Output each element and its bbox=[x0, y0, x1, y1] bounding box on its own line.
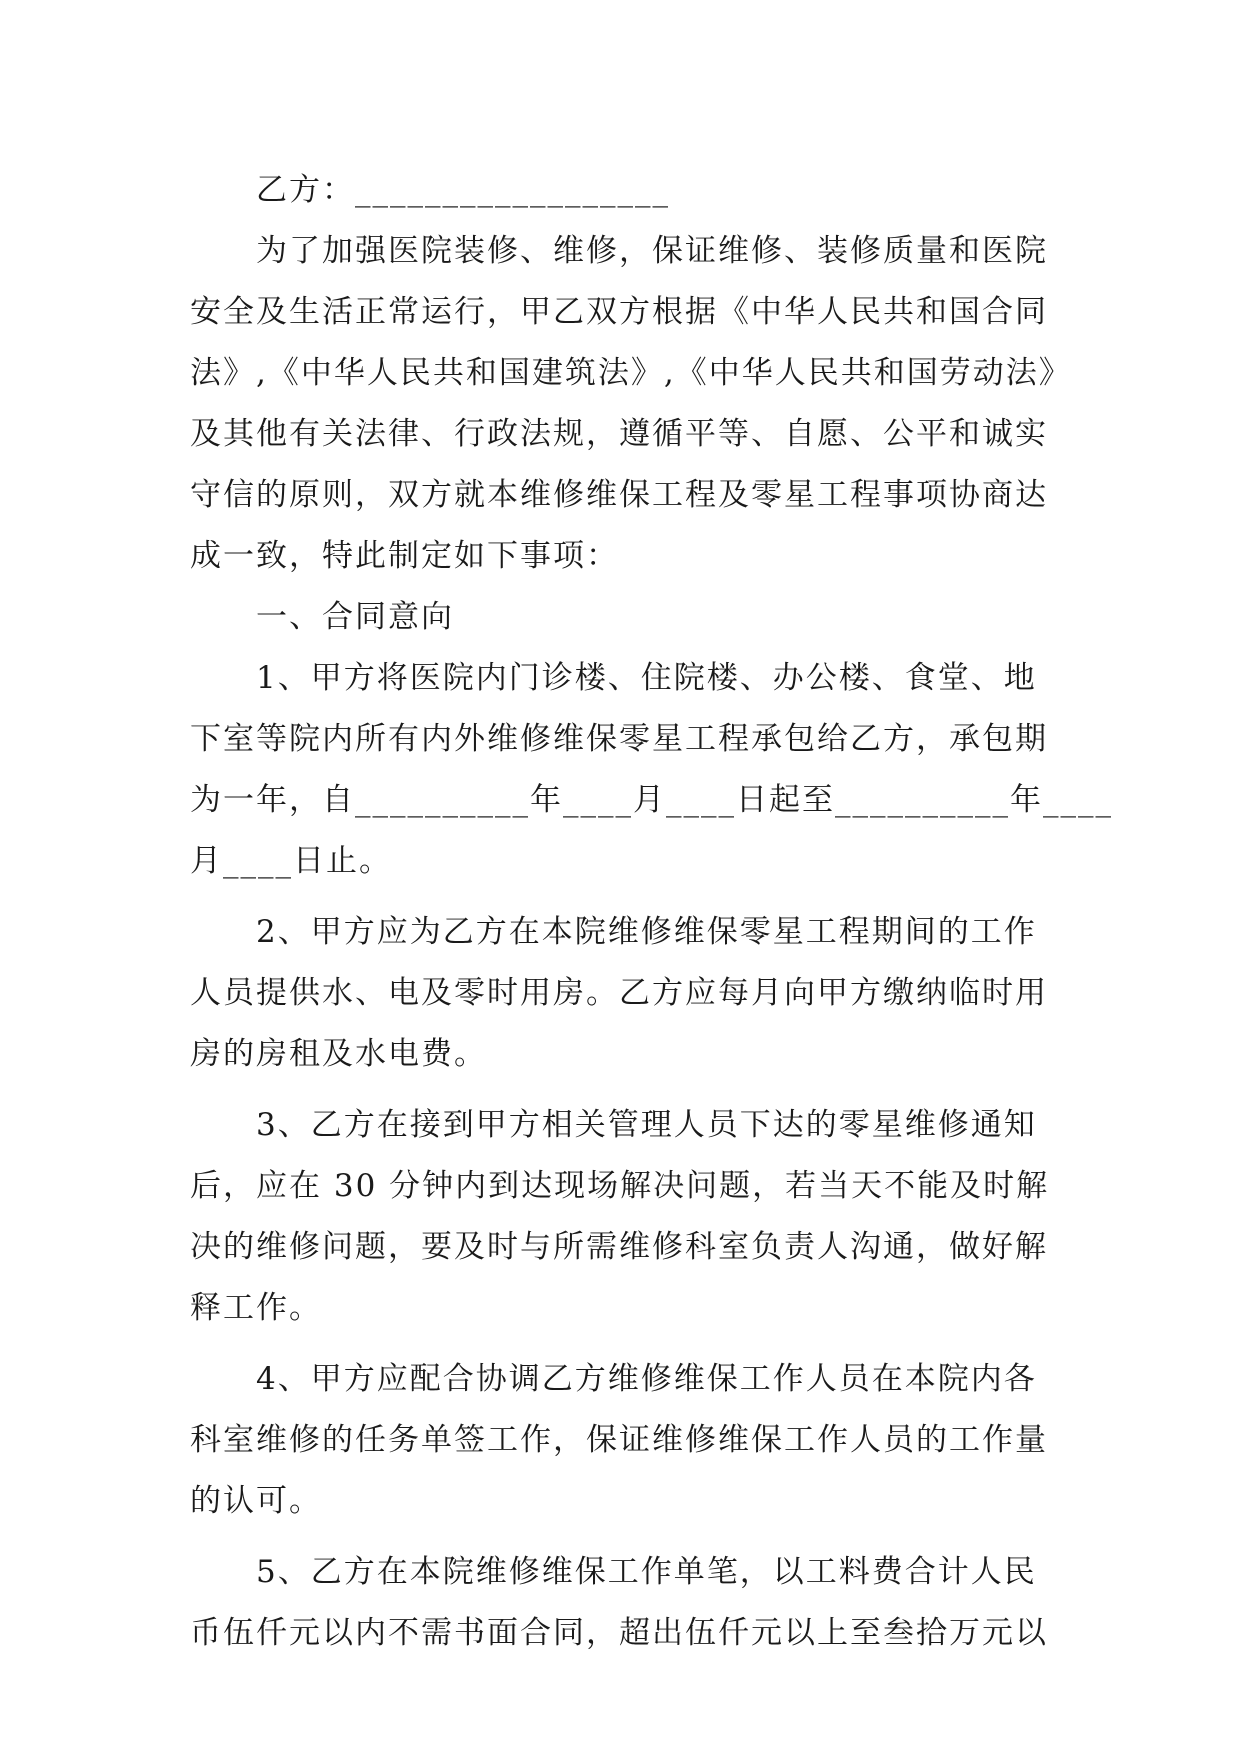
clause-2-line-2: 人员提供水、电及零时用房。乙方应每月向甲方缴纳临时用 bbox=[190, 975, 1048, 1011]
preamble-line-5: 守信的原则，双方就本维修维保工程及零星工程事项协商达 bbox=[190, 477, 1048, 513]
preamble-line-1: 为了加强医院装修、维修，保证维修、装修质量和医院 bbox=[190, 233, 1048, 269]
clause-3-line-2: 后，应在 30 分钟内到达现场解决问题，若当天不能及时解 bbox=[190, 1168, 1050, 1204]
preamble-line-6: 成一致，特此制定如下事项： bbox=[190, 538, 619, 574]
clause-1-line-1: 1、甲方将医院内门诊楼、住院楼、办公楼、食堂、地 bbox=[190, 660, 1037, 696]
clause-3-line-1: 3、乙方在接到甲方相关管理人员下达的零星维修通知 bbox=[190, 1107, 1037, 1143]
clause-5-line-2: 币伍仟元以内不需书面合同，超出伍仟元以上至叁拾万元以 bbox=[190, 1615, 1048, 1651]
clause-4-line-2: 科室维修的任务单签工作，保证维修维保工作人员的工作量 bbox=[190, 1422, 1048, 1458]
clause-1-line-3: 为一年，自__________年____月____日起至__________年____ bbox=[190, 782, 1113, 818]
clause-4-line-1: 4、甲方应配合协调乙方维修维保工作人员在本院内各 bbox=[190, 1361, 1037, 1397]
contract-page bbox=[190, 160, 1113, 1664]
clause-5-line-1: 5、乙方在本院维修维保工作单笔，以工料费合计人民 bbox=[190, 1554, 1037, 1590]
party-b-line: 乙方：__________________ bbox=[190, 172, 670, 208]
clause-2-line-1: 2、甲方应为乙方在本院维修维保零星工程期间的工作 bbox=[190, 914, 1037, 950]
clause-4-line-3: 的认可。 bbox=[190, 1483, 322, 1519]
preamble-line-2: 安全及生活正常运行，甲乙双方根据《中华人民共和国合同 bbox=[190, 294, 1048, 330]
preamble-line-3: 法》,《中华人民共和国建筑法》,《中华人民共和国劳动法》 bbox=[190, 355, 1072, 391]
clause-3-line-3: 决的维修问题，要及时与所需维修科室负责人沟通，做好解 bbox=[190, 1229, 1048, 1265]
clause-1-line-4: 月____日止。 bbox=[190, 843, 392, 879]
clause-1-line-2: 下室等院内所有内外维修维保零星工程承包给乙方，承包期 bbox=[190, 721, 1048, 757]
clause-2-line-3: 房的房租及水电费。 bbox=[190, 1036, 487, 1072]
clause-3-line-4: 释工作。 bbox=[190, 1290, 322, 1326]
preamble-line-4: 及其他有关法律、行政法规，遵循平等、自愿、公平和诚实 bbox=[190, 416, 1048, 452]
section-heading: 一、合同意向 bbox=[190, 599, 454, 635]
